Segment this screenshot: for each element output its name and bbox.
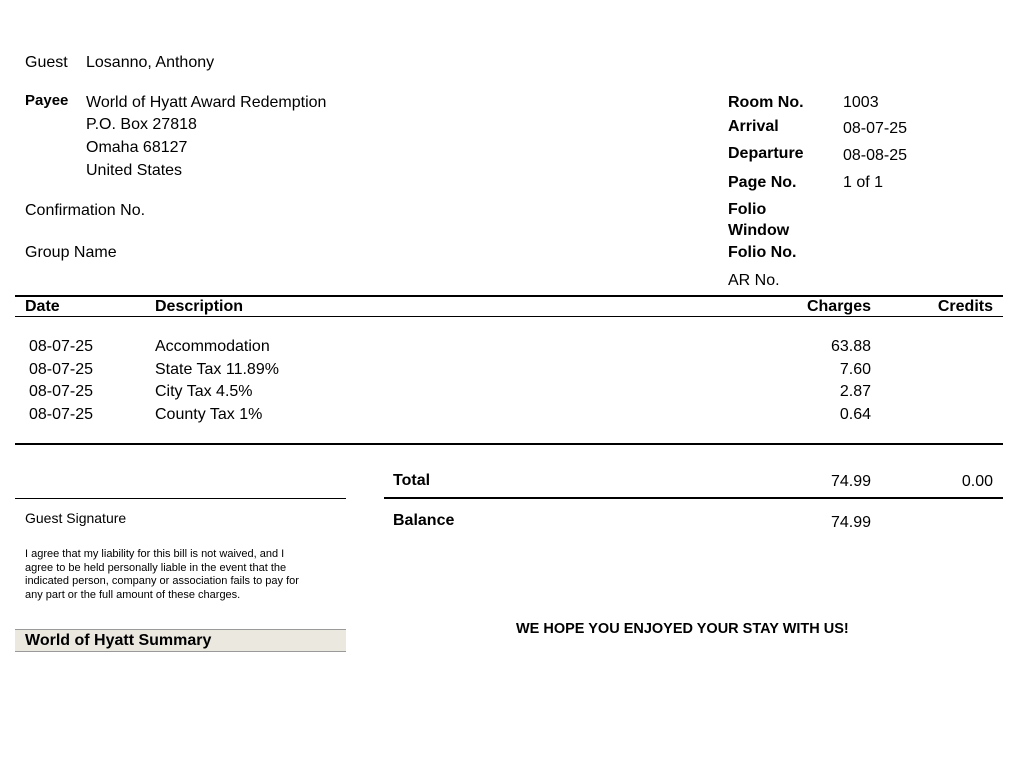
page-label: Page No.: [728, 174, 797, 191]
signature-line: [15, 498, 346, 499]
payee-line: P.O. Box 27818: [86, 116, 197, 133]
guest-label: Guest: [25, 54, 68, 71]
signature-label: Guest Signature: [25, 510, 127, 526]
col-header-credits: Credits: [937, 298, 993, 315]
table-row-date: 08-07-25: [29, 338, 94, 355]
table-row-date: 08-07-25: [29, 406, 94, 423]
payee-line: World of Hyatt Award Redemption: [86, 94, 327, 111]
balance-label: Balance: [393, 512, 455, 529]
disclaimer-line: agree to be held personally liable in the event that the: [25, 561, 287, 574]
arrival-value: 08-07-25: [843, 120, 908, 137]
summary-title: World of Hyatt Summary: [25, 632, 212, 649]
total-charges: 74.99: [830, 473, 871, 490]
col-header-charges: Charges: [806, 298, 871, 315]
departure-value: 08-08-25: [843, 147, 908, 164]
table-row-charges: 7.60: [839, 361, 871, 378]
room-value: 1003: [843, 94, 879, 111]
page-value: 1 of 1: [843, 174, 884, 191]
group-name-label: Group Name: [25, 244, 117, 261]
balance-value: 74.99: [830, 514, 871, 531]
table-row-description: City Tax 4.5%: [155, 383, 253, 400]
col-header-description: Description: [155, 298, 244, 315]
table-row-date: 08-07-25: [29, 361, 94, 378]
departure-label: Departure: [728, 145, 804, 162]
table-row-charges: 63.88: [830, 338, 871, 355]
ar-no-label: AR No.: [728, 272, 780, 289]
table-row-description: County Tax 1%: [155, 406, 263, 423]
confirmation-label: Confirmation No.: [25, 202, 146, 219]
folio-window-label: Folio: [728, 201, 767, 218]
table-row-description: Accommodation: [155, 338, 270, 355]
totals-rule: [384, 497, 1003, 499]
arrival-label: Arrival: [728, 118, 779, 135]
table-row-charges: 0.64: [839, 406, 871, 423]
table-row-charges: 2.87: [839, 383, 871, 400]
table-row-description: State Tax 11.89%: [155, 361, 279, 378]
payee-label: Payee: [25, 92, 69, 109]
table-row-date: 08-07-25: [29, 383, 94, 400]
folio-no-label: Folio No.: [728, 244, 797, 261]
summary-bar: [15, 629, 346, 652]
total-credits: 0.00: [961, 473, 993, 490]
disclaimer-line: I agree that my liability for this bill is not waived, and I: [25, 548, 285, 560]
room-label: Room No.: [728, 94, 804, 111]
table-bottom-rule: [15, 443, 1003, 445]
closing-message: WE HOPE YOU ENJOYED YOUR STAY WITH US!: [516, 621, 849, 637]
table-header-rule: [15, 316, 1003, 317]
col-header-date: Date: [25, 298, 60, 315]
guest-name: Losanno, Anthony: [86, 54, 215, 71]
table-top-rule: [15, 295, 1003, 297]
payee-line: Omaha 68127: [86, 139, 188, 156]
disclaimer-line: any part or the full amount of these charges.: [25, 588, 241, 601]
payee-line: United States: [86, 162, 183, 179]
disclaimer-line: indicated person, company or association fails to pay for: [25, 575, 299, 587]
folio-window-label: Window: [728, 222, 790, 239]
total-label: Total: [393, 472, 431, 489]
